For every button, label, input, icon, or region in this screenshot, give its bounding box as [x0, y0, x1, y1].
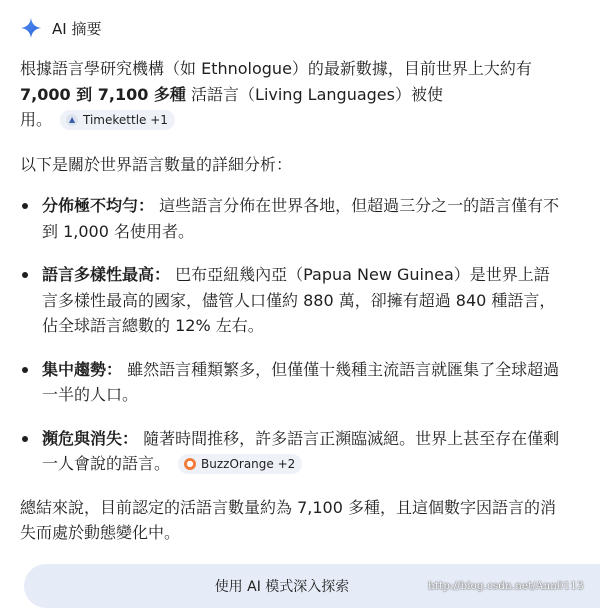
summary-paragraph: 總結來說，目前認定的活語言數量約為 7,100 多種，且這個數字因語言的消失而處於動態變化中。 [20, 497, 556, 542]
list-item [20, 193, 560, 244]
point-title: 語言多樣性最高： [42, 265, 171, 284]
chip-label: BuzzOrange +2 [201, 456, 296, 471]
ai-overview-title: AI 摘要 [52, 19, 102, 38]
lead-paragraph: 以下是關於世界語言數量的詳細分析： [20, 154, 293, 174]
watermark: http://blog.csdn.net/Ann0113 [428, 580, 584, 592]
point-text: 巴布亞紐幾內亞（Papua New Guinea）是世界上語言多樣性最高的國家，儘管人口僅約 880 萬，卻擁有超過 840 種語言，佔全球語言總數的 12% 左右。 [42, 265, 556, 335]
list-item [20, 262, 560, 339]
point-text: 隨著時間推移，許多語言正瀕臨滅絕。世界上甚至存在僅剩一人會說的語言。 [42, 428, 560, 473]
point-title: 瀕危與消失： [42, 428, 139, 448]
source-chip-buzzorange[interactable] [178, 454, 302, 474]
intro-bold-count: 7,000 到 7,100 多種 [20, 84, 186, 104]
buzzorange-icon: ● [184, 458, 196, 470]
point-title: 集中趨勢： [42, 359, 123, 379]
timekettle-icon: ▲ [66, 114, 78, 126]
gemini-spark-icon [20, 17, 42, 39]
intro-text-3: 用。 [20, 110, 53, 129]
point-text: 雖然語言種類繁多，但僅僅十幾種主流語言就匯集了全球超過一半的人口。 [42, 359, 560, 404]
analysis-list [20, 193, 560, 477]
ai-overview-content [20, 56, 560, 546]
list-item [20, 357, 560, 408]
intro-text: 根據語言學研究機構（如 Ethnologue）的最新數據，目前世界上大約有 [20, 59, 532, 78]
source-chip-timekettle[interactable] [60, 110, 175, 130]
list-item [20, 426, 560, 477]
chip-label: Timekettle +1 [83, 112, 168, 127]
intro-paragraph [20, 56, 560, 133]
intro-text-2: 活語言（Living Languages）被使 [185, 84, 443, 104]
ai-mode-button-label: 使用 AI 模式深入探索 [214, 579, 350, 595]
point-title: 分佈極不均勻： [42, 196, 155, 215]
point-text: 這些語言分佈在世界各地，但超過三分之一的語言僅有不到 1,000 名使用者。 [42, 196, 560, 241]
ai-overview-header [20, 14, 101, 42]
